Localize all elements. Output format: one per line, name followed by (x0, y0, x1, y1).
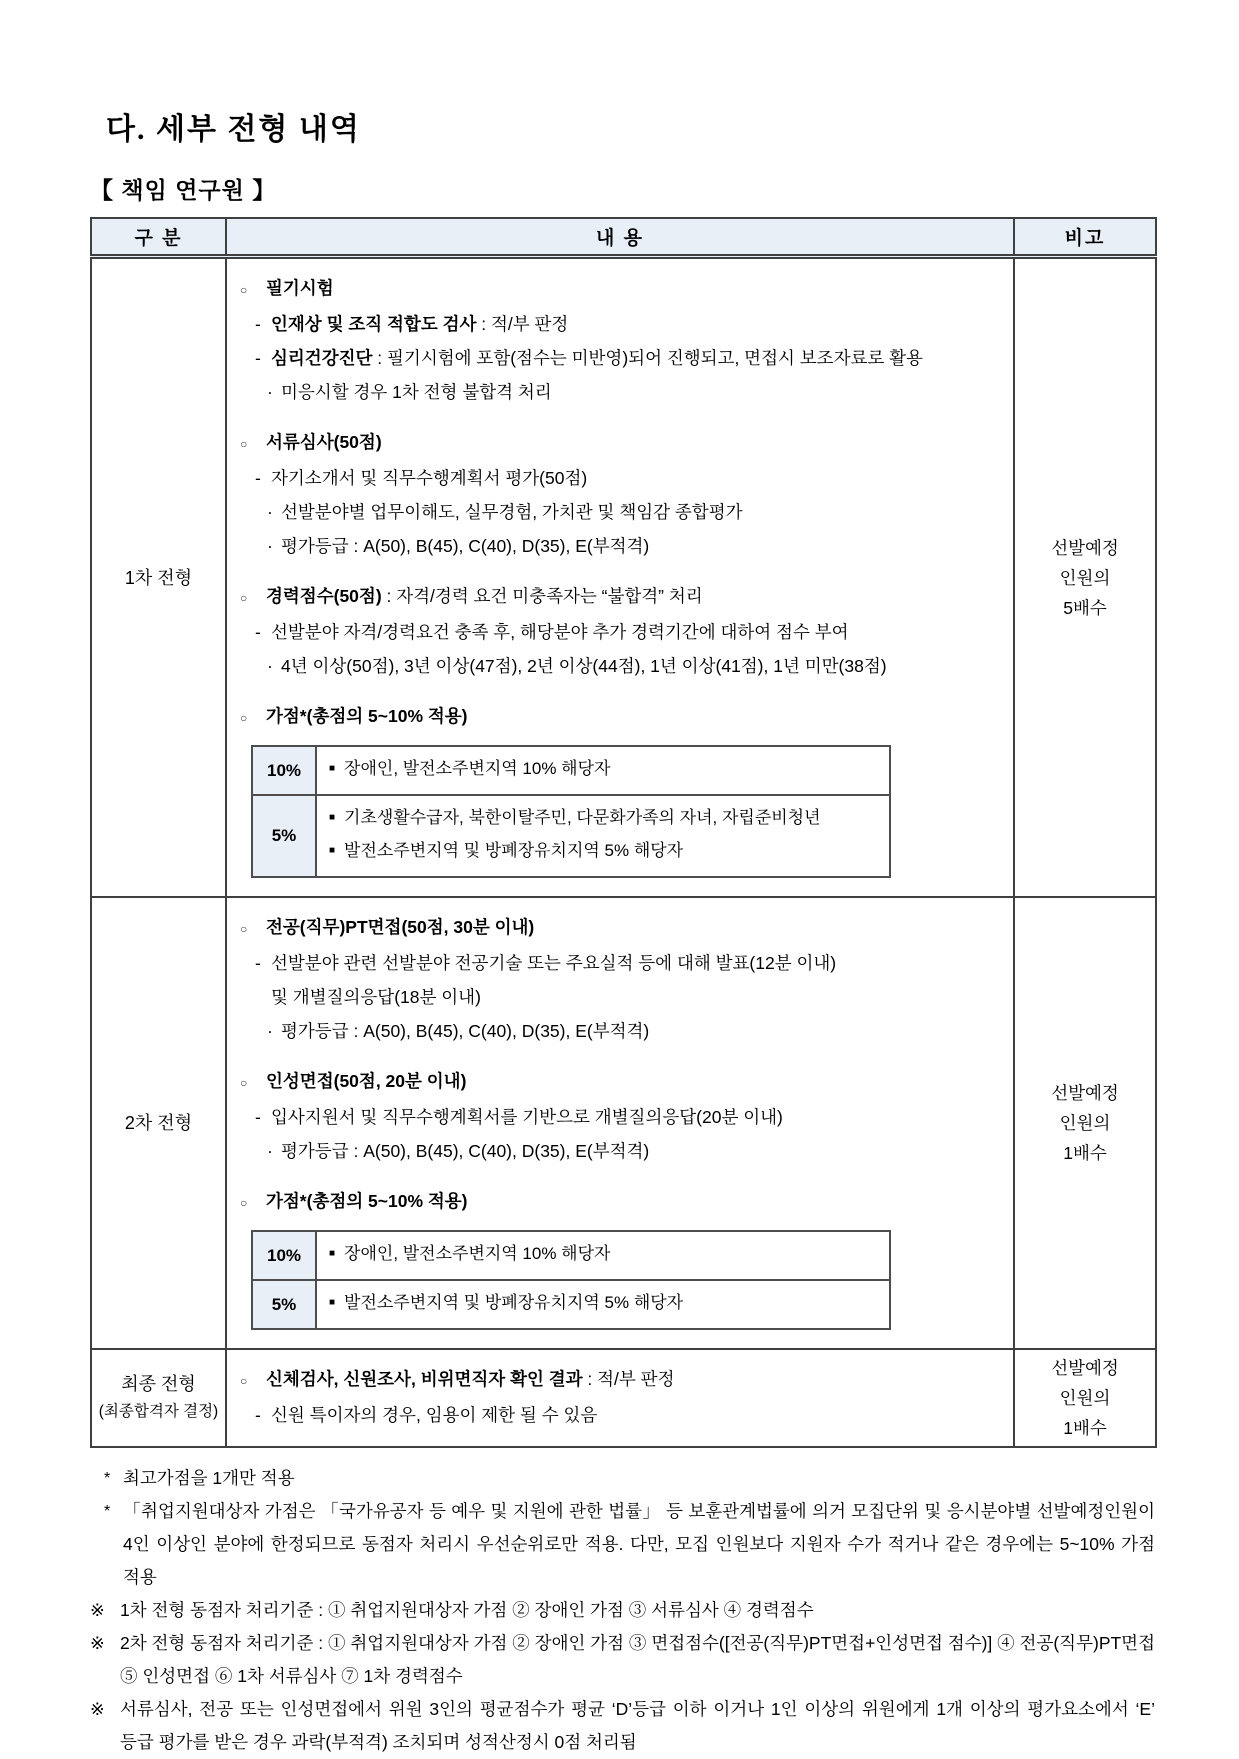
line-text (271, 1398, 1005, 1432)
footnote-marker: * (104, 1503, 111, 1520)
category-cell (91, 1349, 226, 1447)
line-text (266, 1362, 1005, 1396)
remark-label: 1배수 (1063, 1143, 1107, 1163)
footnote (90, 1495, 1155, 1594)
category-label: 2차 전형 (124, 1113, 193, 1133)
bonus-desc-text: 발전소주변지역 및 방폐장유치지역 5% 해당자 (344, 841, 684, 860)
line-text (281, 1134, 1005, 1168)
detail-item (237, 1100, 1005, 1134)
detail-item (237, 461, 1005, 495)
detail-item (237, 307, 1005, 341)
footnote-marker: * (104, 1470, 111, 1487)
bonus-desc (329, 836, 877, 869)
footnote (90, 1594, 1155, 1627)
footnotes (90, 1462, 1155, 1759)
spacer (237, 1168, 1005, 1184)
remark-label: 선발예정 (1051, 1083, 1119, 1103)
line-text (266, 910, 1005, 944)
emphasis-text: 심리건강진단 (271, 348, 373, 368)
emphasis-text: 인성면접(50점, 20분 이내) (266, 1071, 467, 1091)
dash-bullet-icon: - (255, 468, 261, 488)
table-row (91, 897, 1156, 1349)
emphasis-text: 필기시험 (266, 278, 334, 298)
bonus-desc (329, 803, 877, 836)
sub-detail-item (237, 649, 1005, 683)
line-text (271, 341, 1005, 375)
spacer (237, 409, 1005, 425)
section-heading (237, 910, 1005, 946)
bonus-rate: 10% (252, 1231, 316, 1280)
category-cell (91, 257, 226, 898)
bonus-desc (329, 1239, 877, 1272)
plain-text: : 적/부 판정 (476, 314, 569, 334)
plain-text: : 필기시험에 포함(점수는 미반영)되어 진행되고, 면접시 보조자료로 활용 (372, 348, 923, 368)
footnote (90, 1693, 1155, 1759)
content-cell (226, 257, 1014, 898)
dash-bullet-icon: - (255, 348, 261, 368)
selection-detail-table (90, 217, 1157, 1448)
emphasis-text: 서류심사(50점) (266, 432, 382, 452)
sub-detail-item (237, 1134, 1005, 1168)
circle-bullet-icon: ○ (240, 1196, 248, 1210)
remark-label: 선발예정 (1051, 1358, 1119, 1378)
plain-text: 선발분야 자격/경력요건 충족 후, 해당분야 추가 경력기간에 대하여 점수 부여 (271, 622, 849, 642)
category-cell (91, 897, 226, 1349)
footnote (90, 1627, 1155, 1693)
emphasis-text: 가점*(총점의 5~10% 적용) (266, 1191, 468, 1211)
line-text (266, 1184, 1005, 1218)
emphasis-text: 전공(직무)PT면접(50점, 30분 이내) (266, 917, 535, 937)
dash-bullet-icon: - (255, 314, 261, 334)
bonus-desc-text: 발전소주변지역 및 방폐장유치지역 5% 해당자 (344, 1293, 684, 1312)
bonus-row (252, 795, 890, 877)
bonus-desc-text: 장애인, 발전소주변지역 10% 해당자 (344, 759, 611, 778)
plain-text: 및 개별질의응답(18분 이내) (271, 987, 481, 1007)
circle-bullet-icon: ○ (240, 1374, 248, 1388)
plain-text: 입사지원서 및 직무수행계획서를 기반으로 개별질의응답(20분 이내) (271, 1107, 783, 1127)
sub-detail-item (237, 529, 1005, 563)
dot-bullet-icon: · (267, 536, 273, 556)
line-text (266, 271, 1005, 305)
dash-bullet-icon: - (255, 1405, 261, 1425)
plain-text: : 적/부 판정 (582, 1369, 675, 1389)
section-heading (237, 579, 1005, 615)
circle-bullet-icon: ○ (240, 711, 248, 725)
square-bullet-icon: ■ (329, 1297, 336, 1308)
plain-text: 평가등급 : A(50), B(45), C(40), D(35), E(부적격) (281, 1021, 650, 1041)
sub-detail-item (237, 495, 1005, 529)
remark-label: 선발예정 (1051, 537, 1119, 558)
emphasis-text: 인재상 및 조직 적합도 검사 (271, 314, 477, 334)
section-heading (237, 271, 1005, 307)
bonus-rate: 5% (252, 1280, 316, 1329)
remark-cell (1014, 897, 1156, 1349)
table-row (91, 1349, 1156, 1447)
dot-bullet-icon: · (267, 382, 273, 402)
line-text (266, 1064, 1005, 1098)
line-text (266, 579, 1005, 613)
detail-item-continued (237, 980, 1005, 1014)
remark-label: 1배수 (1063, 1418, 1107, 1438)
dot-bullet-icon: · (267, 1021, 273, 1041)
page-title: 다. 세부 전형 내역 (106, 113, 361, 146)
section-heading (237, 1064, 1005, 1100)
square-bullet-icon: ■ (329, 763, 336, 774)
footnote-marker: ※ (90, 1600, 105, 1620)
line-text (281, 495, 1005, 529)
dot-bullet-icon: · (267, 656, 273, 676)
plain-text: : 자격/경력 요건 미충족자는 “불합격” 처리 (381, 586, 703, 606)
square-bullet-icon: ■ (329, 812, 336, 823)
bonus-desc-cell (316, 746, 890, 795)
remark-cell (1014, 1349, 1156, 1447)
dash-bullet-icon: - (255, 1107, 261, 1127)
content-cell (226, 897, 1014, 1349)
circle-bullet-icon: ○ (240, 437, 248, 451)
circle-bullet-icon: ○ (240, 922, 248, 936)
footnote-text: 1차 전형 동점자 처리기준 : ① 취업지원대상자 가점 ② 장애인 가점 ③ 서류심사 ④ 경력점수 (120, 1600, 814, 1620)
dash-bullet-icon: - (255, 953, 261, 973)
square-bullet-icon: ■ (329, 1248, 336, 1259)
detail-item (237, 946, 1005, 980)
sub-detail-item (237, 1014, 1005, 1048)
bonus-row (252, 1231, 890, 1280)
circle-bullet-icon: ○ (240, 1076, 248, 1090)
footnote-text: 「취업지원대상자 가점은 「국가유공자 등 예우 및 지원에 관한 법률」 등 보훈관계법률에 의거 모집단위 및 응시분야별 선발예정인원이 4인 이상인 분야에 한정되므로 동점자 처리시 우선순위로만 적용. 다만, 모집 인원보다 지원자 수가 적거나 같은 경우에는 5~10% 가점 적용 (123, 1501, 1155, 1587)
footnote-marker: ※ (90, 1633, 105, 1653)
bonus-table (251, 1230, 891, 1330)
square-bullet-icon: ■ (329, 845, 336, 856)
line-text (271, 1100, 1005, 1134)
line-text (266, 425, 1005, 459)
footnote-text: 최고가점을 1개만 적용 (123, 1468, 295, 1488)
plain-text: 평가등급 : A(50), B(45), C(40), D(35), E(부적격) (281, 1141, 650, 1161)
plain-text: 신원 특이자의 경우, 임용이 제한 될 수 있음 (271, 1405, 598, 1425)
category-label: 1차 전형 (124, 567, 193, 588)
remark-label: 인원의 (1059, 567, 1111, 588)
table-header (91, 218, 1156, 257)
sub-detail-item (237, 375, 1005, 409)
remark-cell (1014, 257, 1156, 898)
plain-text: 선발분야별 업무이해도, 실무경험, 가치관 및 책임감 종합평가 (281, 502, 743, 522)
dash-bullet-icon: - (255, 622, 261, 642)
plain-text: 자기소개서 및 직무수행계획서 평가(50점) (271, 468, 588, 488)
plain-text: 선발분야 관련 선발분야 전공기술 또는 주요실적 등에 대해 발표(12분 이내) (271, 953, 837, 973)
dot-bullet-icon: · (267, 1141, 273, 1161)
circle-bullet-icon: ○ (240, 591, 248, 605)
bonus-table (251, 745, 891, 878)
bonus-desc (329, 754, 877, 787)
circle-bullet-icon: ○ (240, 283, 248, 297)
bonus-desc-cell (316, 1280, 890, 1329)
detail-item (237, 615, 1005, 649)
section-subtitle: 【 책임 연구원 】 (90, 177, 277, 203)
remark-label: 5배수 (1063, 597, 1107, 618)
section-heading (237, 1362, 1005, 1398)
bonus-row (252, 1280, 890, 1329)
plain-text: 4년 이상(50점), 3년 이상(47점), 2년 이상(44점), 1년 이상(41점), 1년 미만(38점) (281, 656, 887, 676)
selection-table-body (91, 257, 1156, 1448)
content-cell (226, 1349, 1014, 1447)
remark-label: 인원의 (1059, 1113, 1111, 1133)
detail-item (237, 1398, 1005, 1432)
category-label: (최종합격자 결정) (98, 1403, 219, 1420)
spacer (237, 563, 1005, 579)
footnote-marker: ※ (90, 1699, 105, 1719)
line-text (271, 307, 1005, 341)
bonus-desc-cell (316, 795, 890, 877)
emphasis-text: 경력점수(50점) (266, 586, 382, 606)
header-category: 구 분 (91, 218, 226, 257)
emphasis-text: 신체검사, 신원조사, 비위면직자 확인 결과 (266, 1369, 583, 1389)
line-text (266, 699, 1005, 733)
bonus-desc-text: 장애인, 발전소주변지역 10% 해당자 (344, 1244, 611, 1263)
plain-text: 미응시할 경우 1차 전형 불합격 처리 (281, 382, 552, 402)
section-heading (237, 425, 1005, 461)
line-text (281, 1014, 1005, 1048)
spacer (237, 1048, 1005, 1064)
bonus-desc-text: 기초생활수급자, 북한이탈주민, 다문화가족의 자녀, 자립준비청년 (344, 808, 821, 827)
header-content: 내 용 (226, 218, 1014, 257)
footnote-text: 서류심사, 전공 또는 인성면접에서 위원 3인의 평균점수가 평균 ‘D’등급 이하 이거나 1인 이상의 위원에게 1개 이상의 평가요소에서 ‘E’ 등급 평가를 받은 경우 과락(부적격) 조치되며 성적산정시 0점 처리됨 (120, 1699, 1155, 1752)
detail-item (237, 341, 1005, 375)
header-remark: 비고 (1014, 218, 1156, 257)
bonus-row (252, 746, 890, 795)
footnote (90, 1462, 1155, 1495)
footnote-text: 2차 전형 동점자 처리기준 : ① 취업지원대상자 가점 ② 장애인 가점 ③ 면접점수([전공(직무)PT면접+인성면접 점수)] ④ 전공(직무)PT면접 ⑤ 인성면접 ⑥ 1차 서류심사 ⑦ 1차 경력점수 (120, 1633, 1155, 1686)
line-text (281, 649, 1005, 683)
bonus-rate: 10% (252, 746, 316, 795)
line-text (271, 615, 1005, 649)
emphasis-text: 가점*(총점의 5~10% 적용) (266, 706, 468, 726)
plain-text: 평가등급 : A(50), B(45), C(40), D(35), E(부적격) (281, 536, 650, 556)
section-heading (237, 699, 1005, 735)
dot-bullet-icon: · (267, 502, 273, 522)
line-text (271, 946, 1005, 980)
remark-label: 인원의 (1059, 1388, 1111, 1408)
category-label: 최종 전형 (121, 1374, 196, 1394)
table-row (91, 257, 1156, 898)
line-text (271, 980, 1005, 1014)
bonus-desc (329, 1288, 877, 1321)
line-text (281, 375, 1005, 409)
bonus-desc-cell (316, 1231, 890, 1280)
spacer (237, 683, 1005, 699)
line-text (271, 461, 1005, 495)
bonus-rate: 5% (252, 795, 316, 877)
section-heading (237, 1184, 1005, 1220)
line-text (281, 529, 1005, 563)
